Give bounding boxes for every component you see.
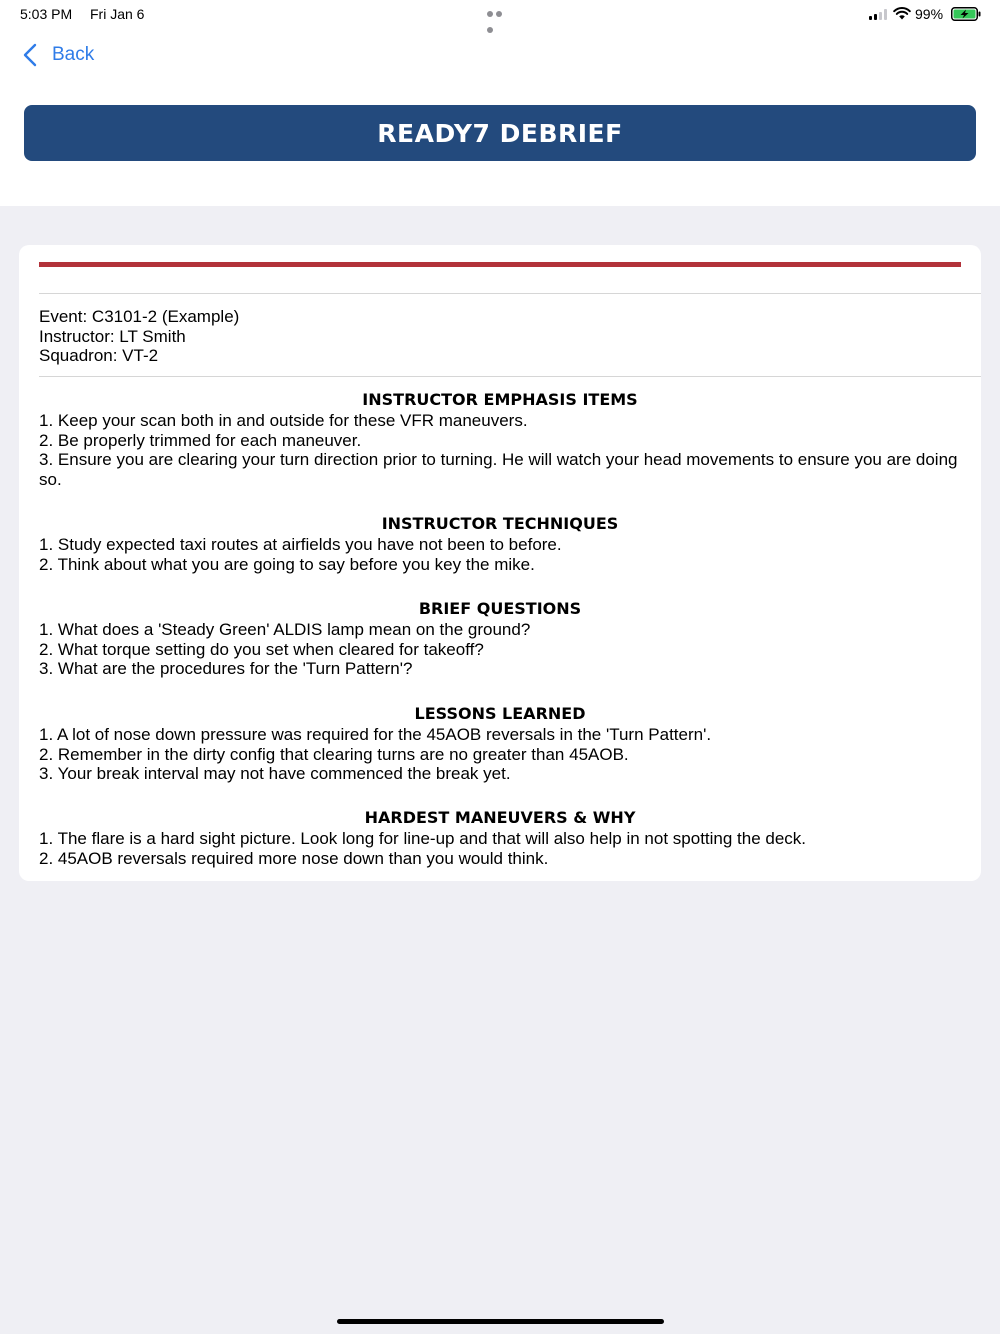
battery-percent: 99%	[915, 6, 944, 22]
event-details	[39, 307, 239, 366]
chevron-left-icon	[22, 43, 38, 67]
title-bar	[24, 105, 976, 161]
divider	[39, 376, 981, 377]
top-area	[0, 0, 1000, 206]
status-date: Fri Jan 6	[90, 6, 145, 22]
back-label: Back	[52, 44, 95, 65]
section-brief-questions	[39, 599, 961, 679]
battery-charging-icon	[951, 7, 981, 21]
instructor-label: Instructor: LT Smith	[39, 326, 186, 346]
section-lessons-learned	[39, 704, 961, 784]
list-item: 1. Keep your scan both in and outside for these VFR maneuvers.	[39, 411, 528, 430]
page-title: READY7 DEBRIEF	[377, 118, 623, 148]
list-item: 2. Be properly trimmed for each maneuver.	[39, 430, 362, 450]
cellular-signal-icon	[869, 9, 889, 20]
status-bar	[0, 0, 1000, 28]
list-item: 3. Ensure you are clearing your turn direction prior to turning. He will watch your head movements to ensure you are doing so.	[39, 450, 958, 490]
home-indicator[interactable]	[337, 1319, 664, 1324]
debrief-card	[19, 245, 981, 881]
list-item: 1. Study expected taxi routes at airfields you have not been to before.	[39, 535, 562, 554]
accent-divider	[39, 262, 961, 267]
section-hardest-maneuvers	[39, 808, 961, 868]
back-button[interactable]	[22, 40, 94, 70]
list-item: 2. What torque setting do you set when cleared for takeoff?	[39, 639, 484, 659]
list-item: 3. What are the procedures for the 'Turn Pattern'?	[39, 659, 413, 679]
section-heading: INSTRUCTOR EMPHASIS ITEMS	[362, 390, 638, 409]
divider	[39, 293, 981, 294]
list-item: 2. Think about what you are going to say before you key the mike.	[39, 554, 535, 574]
section-heading: LESSONS LEARNED	[414, 704, 586, 723]
section-instructor-techniques	[39, 514, 961, 574]
list-item: 1. What does a 'Steady Green' ALDIS lamp mean on the ground?	[39, 620, 531, 639]
section-instructor-emphasis-items	[39, 390, 961, 490]
section-heading: BRIEF QUESTIONS	[418, 599, 582, 618]
list-item: 2. 45AOB reversals required more nose down than you would think.	[39, 848, 549, 868]
list-item: 1. The flare is a hard sight picture. Look long for line-up and that will also help in not spotting the deck.	[39, 829, 807, 848]
squadron-label: Squadron: VT-2	[39, 346, 159, 366]
section-heading: HARDEST MANEUVERS & WHY	[364, 808, 636, 827]
wifi-icon	[893, 6, 911, 20]
list-item: 1. A lot of nose down pressure was required for the 45AOB reversals in the 'Turn Pattern'.	[39, 725, 712, 744]
list-item: 3. Your break interval may not have commenced the break yet.	[39, 764, 511, 784]
event-label: Event: C3101-2 (Example)	[39, 307, 240, 326]
section-heading: INSTRUCTOR TECHNIQUES	[381, 514, 619, 533]
multitasking-dots-icon[interactable]	[487, 11, 513, 17]
status-time: 5:03 PM	[20, 6, 73, 22]
list-item: 2. Remember in the dirty config that clearing turns are no greater than 45AOB.	[39, 744, 629, 764]
